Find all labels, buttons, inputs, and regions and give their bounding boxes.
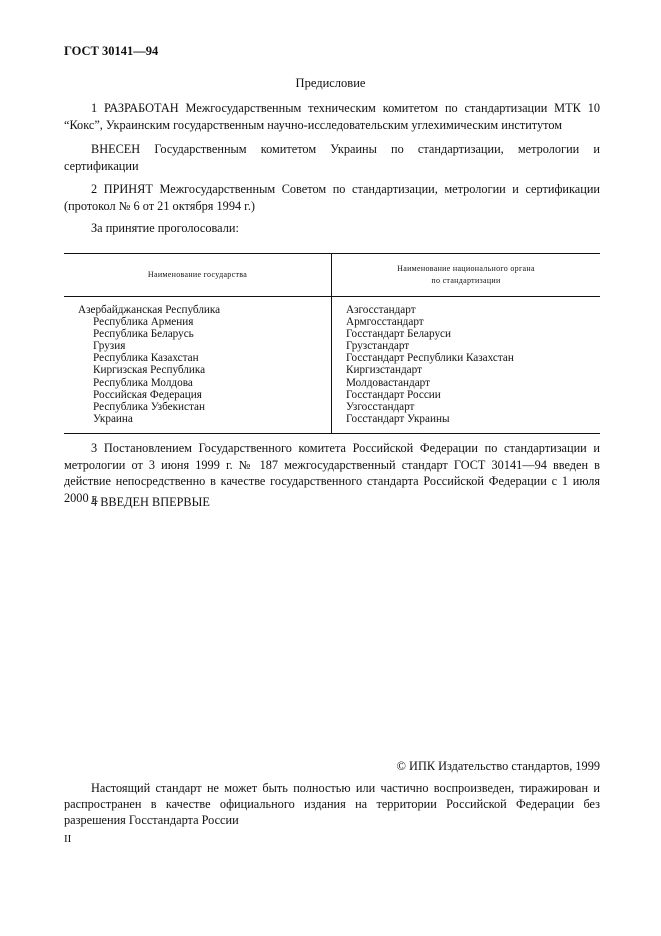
foreword-paragraph-developed: 1 РАЗРАБОТАН Межгосударственным техническим комитетом по стандартизации МТК 10 “Кокс”, Украинским государственным научно-исследовательским углехимическим институтом: [64, 101, 600, 132]
national-bodies-column: [332, 297, 601, 434]
standard-number: ГОСТ 30141—94: [64, 44, 159, 58]
table-row-body: Грузстандарт: [346, 340, 410, 353]
table-row-body: Госстандарт Республики Казахстан: [346, 352, 514, 365]
table-row-state: Республика Беларусь: [93, 328, 194, 341]
table-row-state: Российская Федерация: [93, 388, 202, 401]
table-row-body: Госстандарт России: [346, 388, 441, 401]
table-row-body: Госстандарт Беларуси: [346, 328, 451, 341]
column-header-state: Наименование государства: [64, 254, 332, 297]
table-row-state: Республика Молдова: [93, 376, 193, 389]
table-row-body: Молдовастандарт: [346, 376, 431, 389]
column-header-national-body: Наименование национального органа по стандартизации: [332, 254, 601, 297]
foreword-paragraph-introduced: ВНЕСЕН Государственным комитетом Украины по стандартизации, метрологии и сертификации: [64, 142, 600, 173]
table-row-state: Грузия: [93, 340, 126, 353]
copyright: © ИПК Издательство стандартов, 1999: [396, 759, 600, 773]
table-row-body: Киргизстандарт: [346, 364, 422, 377]
table-row-state: Киргизская Республика: [93, 364, 206, 377]
table-row-state: Украина: [93, 412, 133, 425]
member-states-table: [64, 253, 600, 434]
foreword-paragraph-adopted: 2 ПРИНЯТ Межгосударственным Советом по стандартизации, метрологии и сертификации (протокол № 6 от 21 октября 1994 г.): [64, 182, 600, 213]
reproduction-notice: Настоящий стандарт не может быть полностью или частично воспроизведен, тиражирован и распространен в качестве официального издания на территории Российской Федерации без разрешения Госстандарта России: [64, 781, 600, 827]
table-row-state: Республика Узбекистан: [93, 400, 205, 413]
table-row-body: Армгосстандарт: [346, 316, 424, 329]
table-row-body: Узгосстандарт: [346, 400, 415, 413]
table-row-body: Госстандарт Украины: [346, 412, 450, 425]
foreword-title: Предисловие: [295, 76, 366, 90]
paragraph-resolution: 3 Постановлением Государственного комитета Российской Федерации по стандартизации и метрологии от 3 июня 1999 г. № 187 межгосударственный стандарт ГОСТ 30141—94 введен в действие непосредственно в качестве государственного стандарта Российской Федерации с 1 июля 2000 г.: [64, 441, 600, 505]
table-row-state: Азербайджанская Республика: [78, 304, 221, 316]
paragraph-introduced-first: 4 ВВЕДЕН ВПЕРВЫЕ: [91, 495, 210, 509]
page-number: II: [64, 833, 72, 845]
table-row-state: Республика Армения: [93, 316, 194, 329]
table-row-state: Республика Казахстан: [93, 352, 199, 365]
votes-intro: За принятие проголосовали:: [91, 221, 239, 235]
state-names-column: [64, 297, 332, 434]
table-row-body: Азгосстандарт: [346, 304, 416, 316]
